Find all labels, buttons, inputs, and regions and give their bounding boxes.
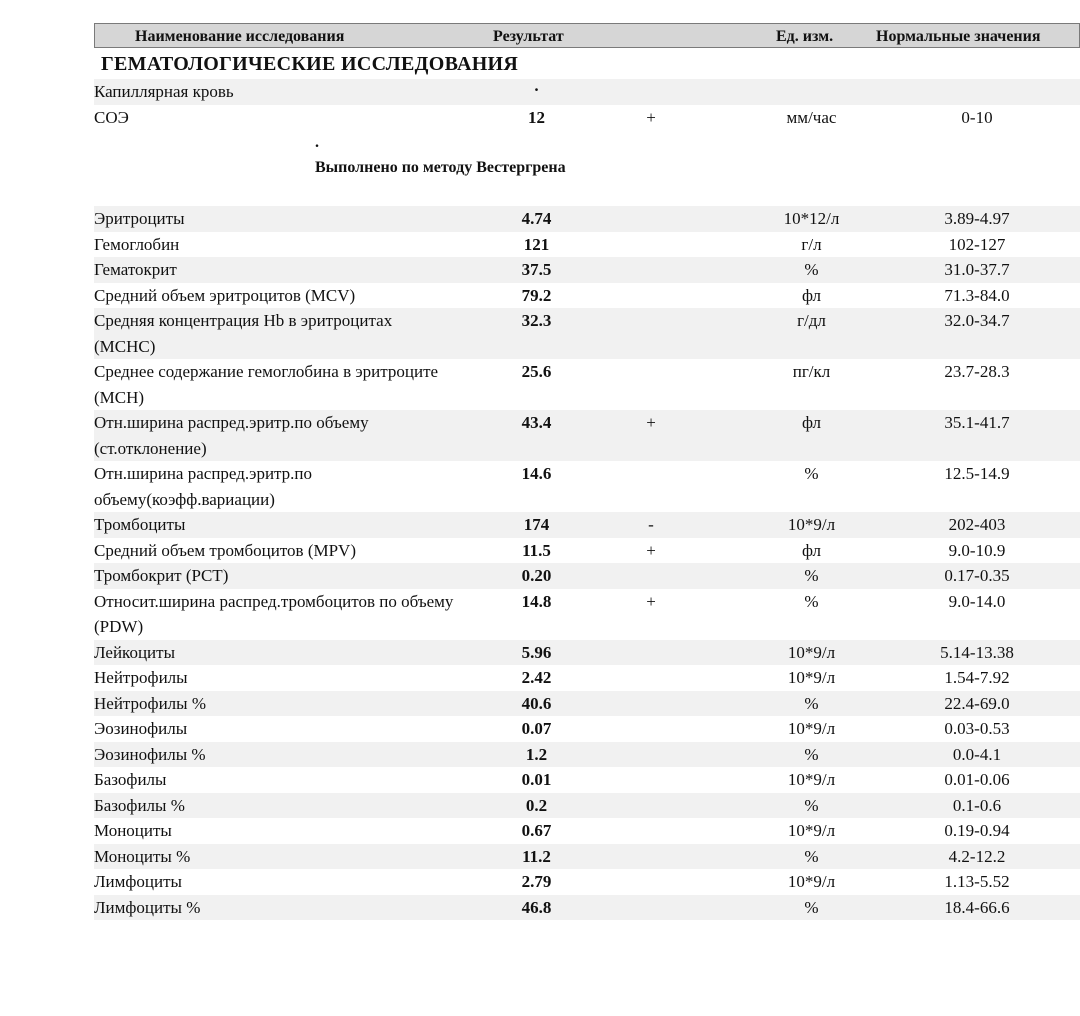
row-flag: +: [646, 591, 656, 611]
row-unit: %: [804, 693, 819, 713]
row-result: 1.2: [525, 744, 548, 764]
row-name: Средний объем эритроцитов (MCV): [94, 285, 356, 305]
row-norm: 71.3-84.0: [944, 285, 1010, 305]
table-row: [94, 257, 1080, 283]
row-name: Среднее содержание гемоглобина в эритроците (MCH): [94, 362, 439, 407]
table-row: [94, 691, 1080, 717]
row-result: 11.2: [522, 846, 551, 866]
row-norm: 18.4-66.6: [944, 897, 1010, 917]
row-unit: 10*9/л: [787, 770, 836, 789]
row-result: 25.6: [521, 362, 552, 381]
row-result: 2.79: [521, 872, 552, 891]
row-unit: %: [804, 591, 819, 611]
row-norm: 35.1-41.7: [944, 413, 1010, 432]
table-row: [94, 410, 1080, 461]
table-header: [94, 23, 1080, 48]
row-unit: фл: [801, 413, 822, 432]
row-name: Моноциты %: [94, 846, 191, 866]
header-unit: Ед. изм.: [776, 28, 834, 45]
row-result: 0.67: [521, 821, 552, 840]
row-unit: 10*9/л: [787, 668, 836, 687]
table-row: [94, 512, 1080, 538]
row-unit: 10*9/л: [787, 642, 836, 662]
row-result: 0.01: [521, 770, 552, 789]
row-name: Лимфоциты: [94, 872, 182, 891]
table-row: [94, 359, 1080, 410]
row-name: Эозинофилы: [94, 719, 188, 738]
row-name: Отн.ширина распред.эритр.по объему(коэфф.вариации): [94, 464, 313, 509]
row-norm: 4.2-12.2: [948, 846, 1006, 866]
row-flag: -: [648, 515, 654, 534]
row-norm: 0.0-4.1: [952, 744, 1002, 764]
row-result: 43.4: [521, 413, 552, 432]
row-norm: 9.0-14.0: [948, 591, 1006, 611]
row-name: Моноциты: [94, 821, 172, 840]
row-norm: 32.0-34.7: [944, 311, 1010, 330]
row-result: .: [534, 76, 539, 95]
row-name: Нейтрофилы %: [94, 693, 206, 713]
row-name: Средняя концентрация Hb в эритроцитах (MCHC): [94, 311, 393, 356]
row-unit: фл: [801, 285, 822, 305]
row-flag: +: [646, 540, 656, 560]
row-result: 174: [523, 515, 550, 534]
row-name: Эозинофилы %: [94, 744, 206, 764]
row-name: Базофилы %: [94, 795, 185, 815]
row-norm: 1.54-7.92: [944, 668, 1010, 687]
table-row: [94, 665, 1080, 691]
row-norm: 202-403: [948, 515, 1006, 534]
method-note: Выполнено по методу Вестергрена: [315, 159, 566, 176]
row-result: 11.5: [522, 540, 551, 560]
row-result: 12: [528, 108, 545, 127]
row-norm: 12.5-14.9: [944, 464, 1010, 483]
row-name: Эритроциты: [94, 209, 185, 228]
row-norm: 0.19-0.94: [944, 821, 1010, 840]
row-unit: 10*12/л: [783, 209, 840, 228]
row-flag: +: [646, 413, 656, 432]
row-norm: 5.14-13.38: [940, 642, 1014, 662]
row-name: Лимфоциты %: [94, 897, 201, 917]
table-row: [94, 308, 1080, 359]
row-norm: 9.0-10.9: [948, 540, 1006, 560]
row-name: Гематокрит: [94, 260, 177, 279]
row-unit: %: [804, 795, 819, 815]
table-row: [94, 461, 1080, 512]
row-name: Базофилы: [94, 770, 167, 789]
row-name: Гемоглобин: [94, 234, 180, 254]
row-name: Капиллярная кровь: [94, 82, 234, 101]
table-row: [94, 640, 1080, 666]
row-result: 0.2: [525, 795, 548, 815]
table-row: [94, 742, 1080, 768]
row-name: Отн.ширина распред.эритр.по объему (ст.отклонение): [94, 413, 369, 458]
row-unit: пг/кл: [792, 362, 831, 381]
row-unit: 10*9/л: [787, 872, 836, 891]
row-result: 32.3: [521, 311, 552, 330]
row-result: 5.96: [521, 642, 552, 662]
row-norm: 23.7-28.3: [944, 362, 1010, 381]
table-row: [94, 895, 1080, 921]
table-row: [94, 844, 1080, 870]
row-name: Тромбоциты: [94, 515, 186, 534]
note-dot: .: [315, 134, 319, 151]
row-unit: %: [804, 464, 819, 483]
row-norm: 0-10: [961, 108, 993, 127]
row-result: 79.2: [521, 285, 552, 305]
row-result: 40.6: [521, 693, 552, 713]
table-row: [94, 793, 1080, 819]
row-unit: 10*9/л: [787, 719, 836, 738]
row-unit: %: [804, 846, 819, 866]
table-row: [94, 206, 1080, 232]
row-norm: 3.89-4.97: [944, 209, 1010, 228]
row-norm: 22.4-69.0: [944, 693, 1010, 713]
row-norm: 0.03-0.53: [944, 719, 1010, 738]
table-row: [94, 589, 1080, 640]
table-row: [94, 232, 1080, 258]
row-norm: 0.17-0.35: [944, 566, 1010, 585]
table-row: [94, 563, 1080, 589]
table-row: [94, 538, 1080, 564]
row-unit: %: [804, 897, 819, 917]
row-norm: 0.1-0.6: [952, 795, 1002, 815]
row-unit: фл: [801, 540, 822, 560]
table-row-capillary: [94, 76, 1080, 105]
row-norm: 102-127: [948, 234, 1006, 254]
header-name: Наименование исследования: [135, 28, 345, 45]
header-result: Результат: [493, 28, 564, 45]
row-norm: 1.13-5.52: [944, 872, 1010, 891]
table-row: [94, 818, 1080, 844]
table-row: [94, 716, 1080, 742]
row-result: 2.42: [521, 668, 552, 687]
header-norm: Нормальные значения: [876, 28, 1041, 45]
row-unit: %: [804, 566, 819, 585]
row-result: 46.8: [521, 897, 552, 917]
table-row: [94, 767, 1080, 793]
row-name: Лейкоциты: [94, 642, 175, 662]
row-unit: %: [804, 744, 819, 764]
row-norm: 0.01-0.06: [944, 770, 1010, 789]
table-row-soe: [94, 105, 1080, 131]
table-row: [94, 283, 1080, 309]
row-result: 0.20: [521, 566, 552, 585]
row-name: Относит.ширина распред.тромбоцитов по объему (PDW): [94, 591, 454, 636]
row-unit: 10*9/л: [787, 515, 836, 534]
row-name: СОЭ: [94, 108, 129, 127]
row-unit: г/дл: [797, 311, 826, 330]
row-unit: 10*9/л: [787, 821, 836, 840]
row-result: 14.6: [521, 464, 552, 483]
row-name: Нейтрофилы: [94, 668, 188, 687]
row-name: Средний объем тромбоцитов (MPV): [94, 540, 356, 560]
row-unit: г/л: [801, 234, 822, 254]
row-name: Тромбокрит (PCT): [94, 566, 229, 585]
table-row: [94, 869, 1080, 895]
row-result: 37.5: [521, 260, 552, 279]
row-result: 4.74: [521, 209, 552, 228]
row-result: 121: [523, 234, 550, 254]
row-unit: мм/час: [786, 108, 837, 127]
row-result: 14.8: [521, 591, 552, 611]
row-result: 0.07: [521, 719, 552, 738]
row-unit: %: [804, 260, 819, 279]
row-norm: 31.0-37.7: [944, 260, 1010, 279]
row-flag: +: [646, 108, 656, 127]
section-title: ГЕМАТОЛОГИЧЕСКИЕ ИССЛЕДОВАНИЯ: [101, 53, 519, 75]
